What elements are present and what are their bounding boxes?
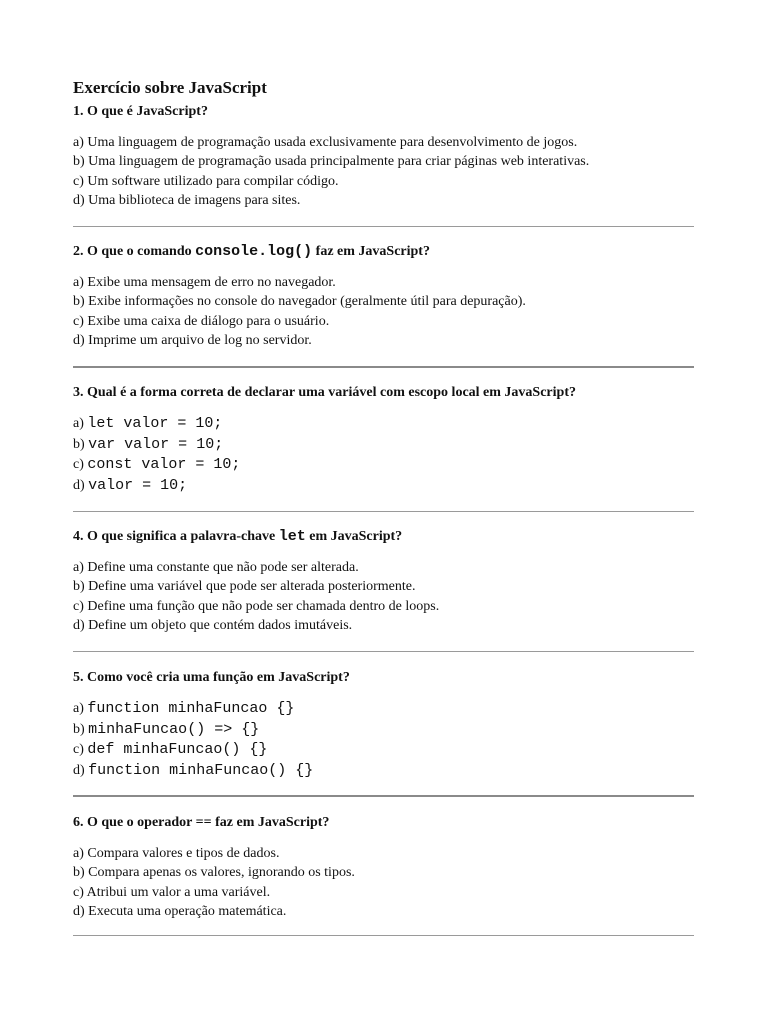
option-text: Define uma constante que não pode ser alterada. [87, 560, 359, 575]
option-c [73, 455, 694, 476]
option-list [73, 558, 694, 635]
section-divider [73, 935, 694, 936]
option-code: function minhaFuncao() {} [88, 762, 314, 780]
option-letter: d) [73, 903, 85, 919]
option-text: Exibe uma mensagem de erro no navegador. [87, 275, 336, 290]
option-letter: c) [73, 313, 84, 329]
option-text: Define uma função que não pode ser chamada dentro de loops. [87, 598, 440, 614]
option-code: var valor = 10; [88, 435, 224, 453]
option-letter: b) [73, 579, 85, 595]
option-list [73, 699, 694, 782]
option-b [73, 435, 694, 456]
question-heading-text: 3. Qual é a forma correta de declarar uma variável com escopo local em JavaScript? [73, 385, 576, 400]
section-divider [73, 366, 694, 368]
question-3 [73, 384, 694, 497]
question-6 [73, 814, 694, 921]
option-c [73, 172, 694, 191]
option-code: def minhaFuncao() {} [87, 741, 268, 759]
option-letter: b) [73, 865, 85, 881]
section-divider [73, 651, 694, 652]
option-c [73, 740, 694, 761]
option-c [73, 312, 694, 331]
option-text: Um software utilizado para compilar código. [87, 173, 339, 189]
option-letter: a) [73, 135, 84, 150]
option-letter: c) [73, 173, 84, 189]
option-d [73, 191, 694, 210]
option-text: Atribui um valor a uma variável. [86, 884, 271, 900]
section-divider [73, 795, 694, 797]
question-heading-text-end: faz em JavaScript? [215, 815, 330, 830]
option-code: minhaFuncao() => {} [88, 720, 260, 738]
option-letter: c) [73, 457, 84, 473]
option-text: Exibe informações no console do navegador (geralmente útil para depuração). [88, 294, 526, 310]
option-letter: d) [73, 763, 85, 779]
option-letter: d) [73, 192, 85, 208]
operator-text: == [195, 815, 212, 830]
option-letter: d) [73, 478, 85, 494]
option-d [73, 761, 694, 782]
option-letter: d) [73, 332, 85, 348]
option-list [73, 273, 694, 350]
option-b [73, 577, 694, 596]
question-1 [73, 103, 694, 210]
section-divider [73, 511, 694, 512]
question-heading [73, 103, 694, 121]
option-letter: b) [73, 294, 85, 310]
option-letter: c) [73, 598, 84, 614]
option-letter: a) [73, 846, 84, 861]
question-heading [73, 669, 694, 687]
option-letter: a) [73, 275, 84, 290]
option-code: valor = 10; [88, 477, 188, 495]
option-code: const valor = 10; [87, 456, 241, 474]
question-heading [73, 384, 694, 402]
question-5 [73, 669, 694, 782]
option-a [73, 414, 694, 435]
question-heading-text: 2. O que o comando [73, 244, 192, 259]
option-b [73, 152, 694, 171]
option-d [73, 476, 694, 497]
option-list [73, 844, 694, 921]
question-heading-text: 1. O que é JavaScript? [73, 104, 208, 119]
question-2 [73, 243, 694, 350]
option-letter: d) [73, 617, 85, 633]
option-d [73, 616, 694, 635]
option-letter: a) [73, 701, 84, 716]
option-text: Uma linguagem de programação usada principalmente para criar páginas web interativas. [88, 154, 590, 170]
option-b [73, 863, 694, 882]
question-heading [73, 528, 694, 546]
option-b [73, 292, 694, 311]
question-heading [73, 814, 694, 832]
option-text: Imprime um arquivo de log no servidor. [88, 332, 312, 348]
option-letter: b) [73, 721, 85, 737]
option-a [73, 133, 694, 152]
option-text: Uma linguagem de programação usada exclusivamente para desenvolvimento de jogos. [87, 135, 578, 150]
option-a [73, 273, 694, 292]
inline-code: console.log() [195, 243, 313, 260]
question-heading-text: 6. O que o operador [73, 815, 193, 830]
option-a [73, 844, 694, 863]
section-divider [73, 226, 694, 227]
inline-code: let [278, 528, 306, 545]
option-text: Executa uma operação matemática. [88, 903, 287, 919]
question-heading-text: 5. Como você cria uma função em JavaScript? [73, 670, 350, 685]
option-letter: b) [73, 154, 85, 170]
option-text: Uma biblioteca de imagens para sites. [88, 192, 301, 208]
option-letter: b) [73, 436, 85, 452]
option-list [73, 414, 694, 497]
option-code: let valor = 10; [87, 415, 223, 432]
option-a [73, 699, 694, 720]
option-list [73, 133, 694, 210]
option-text: Define uma variável que pode ser alterada posteriormente. [88, 579, 416, 595]
question-heading-text: 4. O que significa a palavra-chave [73, 529, 276, 544]
document-title: Exercício sobre JavaScript [73, 78, 267, 97]
option-a [73, 558, 694, 577]
option-letter: c) [73, 742, 84, 758]
option-c [73, 597, 694, 616]
option-d [73, 902, 694, 921]
option-d [73, 331, 694, 350]
option-text: Exibe uma caixa de diálogo para o usuário. [87, 313, 330, 329]
option-letter: a) [73, 416, 84, 431]
question-4 [73, 528, 694, 635]
question-heading-text-end: faz em JavaScript? [315, 244, 430, 259]
question-heading-text-end: em JavaScript? [309, 529, 403, 544]
question-heading [73, 243, 694, 261]
option-text: Compara valores e tipos de dados. [87, 846, 280, 861]
option-code: function minhaFuncao {} [87, 700, 295, 717]
option-c [73, 883, 694, 902]
option-letter: c) [73, 884, 84, 900]
option-letter: a) [73, 560, 84, 575]
option-b [73, 720, 694, 741]
option-text: Compara apenas os valores, ignorando os tipos. [88, 865, 355, 881]
option-text: Define um objeto que contém dados imutáveis. [88, 617, 353, 633]
